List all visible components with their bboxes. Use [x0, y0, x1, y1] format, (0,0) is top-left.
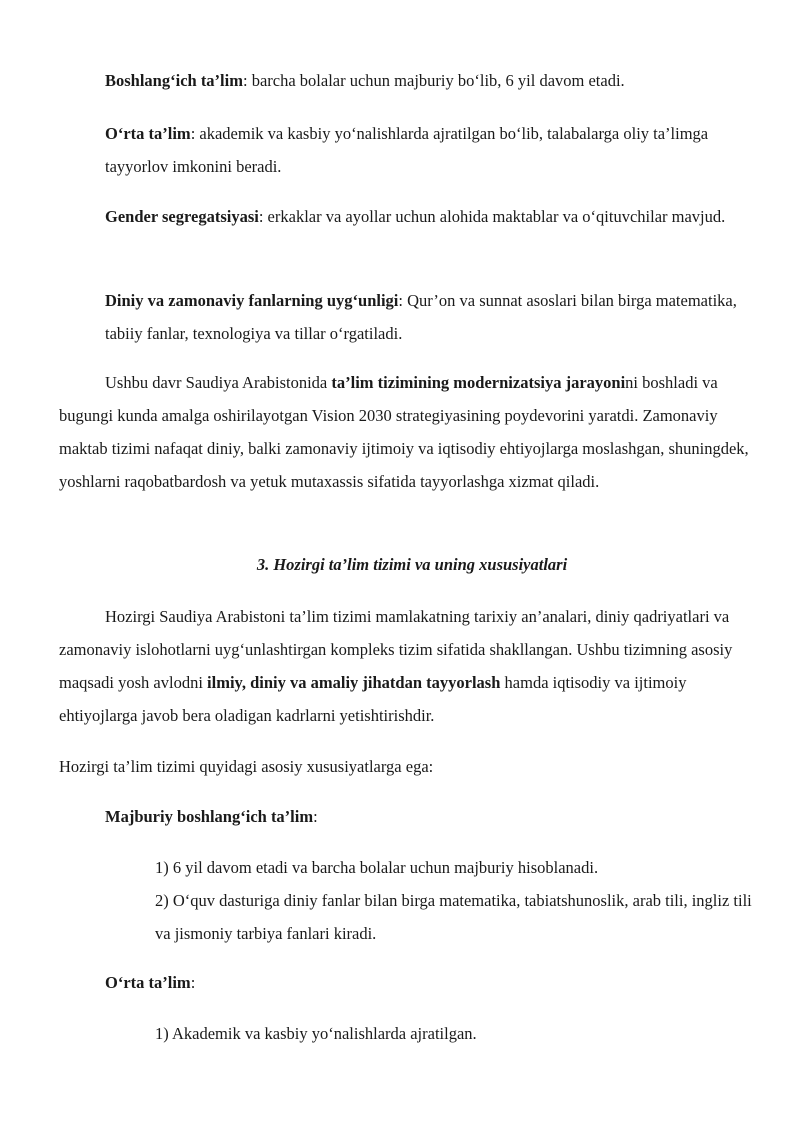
paragraph-text: hamda iqtisodiy va ijtimoiy ehtiyojlarga javob bera oladigan kadrlarni yetishtirishdir. — [59, 673, 687, 725]
item-text: : barcha bolalar uchun majburiy bo‘lib, 6 yil davom etadi. — [242, 71, 625, 90]
item-gender-segregation — [105, 200, 765, 233]
paragraph-text: Ushbu davr Saudiya Arabistonida — [105, 373, 332, 392]
item-term: Boshlang‘ich ta’lim — [105, 71, 243, 90]
item-secondary-education — [105, 117, 765, 183]
subsection-colon: : — [313, 807, 318, 826]
subsection-colon: : — [190, 973, 196, 992]
paragraph-modernization — [59, 366, 759, 498]
item-primary-education — [105, 64, 765, 97]
list-item: 2) O‘quv dasturiga diniy fanlar bilan birga matematika, tabiatshunoslik, arab tili, ingliz tili va jismoniy tarbiya fanlari kiradi. — [155, 891, 752, 943]
item-term: Diniy va zamonaviy fanlarning uyg‘unligi — [105, 291, 399, 310]
subsection-title: Majburiy boshlang‘ich ta’lim — [105, 807, 314, 826]
item-text: : akademik va kasbiy yo‘nalishlarda ajratilgan bo‘lib, talabalarga oliy ta’limga tayyorlov imkonini beradi. — [105, 124, 709, 176]
list-item: 1) Akademik va kasbiy yo‘nalishlarda ajratilgan. — [155, 1024, 477, 1043]
subsection-title: O‘rta ta’lim — [105, 973, 191, 992]
subsection-title-primary — [105, 800, 765, 833]
paragraph-text: ni boshladi va bugungi kunda amalga oshirilayotgan Vision 2030 strategiyasining poydevorini yaratdi. Zamonaviy maktab tizimi nafaqat diniy, balki zamonaviy ijtimoiy va iqtisodiy ehtiyojlarga moslashgan, shuningdek, yoshlarni raqobatbardosh va yetuk mutaxassis sifatida tayyorlashga xizmat qiladi. — [59, 373, 749, 491]
item-text: : erkaklar va ayollar uchun alohida maktablar va o‘qituvchilar mavjud. — [258, 207, 726, 226]
item-term: O‘rta ta’lim — [105, 124, 191, 143]
list-item: 1) 6 yil davom etadi va barcha bolalar uchun majburiy hisoblanadi. — [155, 858, 599, 877]
paragraph-emphasis: ilmiy, diniy va amaliy jihatdan tayyorlash — [207, 673, 501, 692]
item-religious-modern-harmony — [105, 284, 765, 350]
subsection-title-secondary — [105, 966, 765, 999]
paragraph-features-intro: Hozirgi ta’lim tizimi quyidagi asosiy xususiyatlarga ega: — [59, 757, 434, 776]
section-heading: 3. Hozirgi ta’lim tizimi va uning xususiyatlari — [256, 555, 568, 574]
paragraph-current-system — [59, 600, 759, 732]
paragraph-emphasis: ta’lim tizimining modernizatsiya jarayoni — [331, 373, 626, 392]
item-term: Gender segregatsiyasi — [105, 207, 259, 226]
item-text: : Qur’on va sunnat asoslari bilan birga matematika, tabiiy fanlar, texnologiya va tillar o‘rgatiladi. — [105, 291, 737, 343]
paragraph-text: Hozirgi Saudiya Arabistoni ta’lim tizimi mamlakatning tarixiy an’analari, diniy qadriyatlari va zamonaviy islohotlarni uyg‘unlashtirgan kompleks tizim sifatida shakllangan. Ushbu tizimning asosiy maqsadi yosh avlodni — [59, 607, 733, 692]
